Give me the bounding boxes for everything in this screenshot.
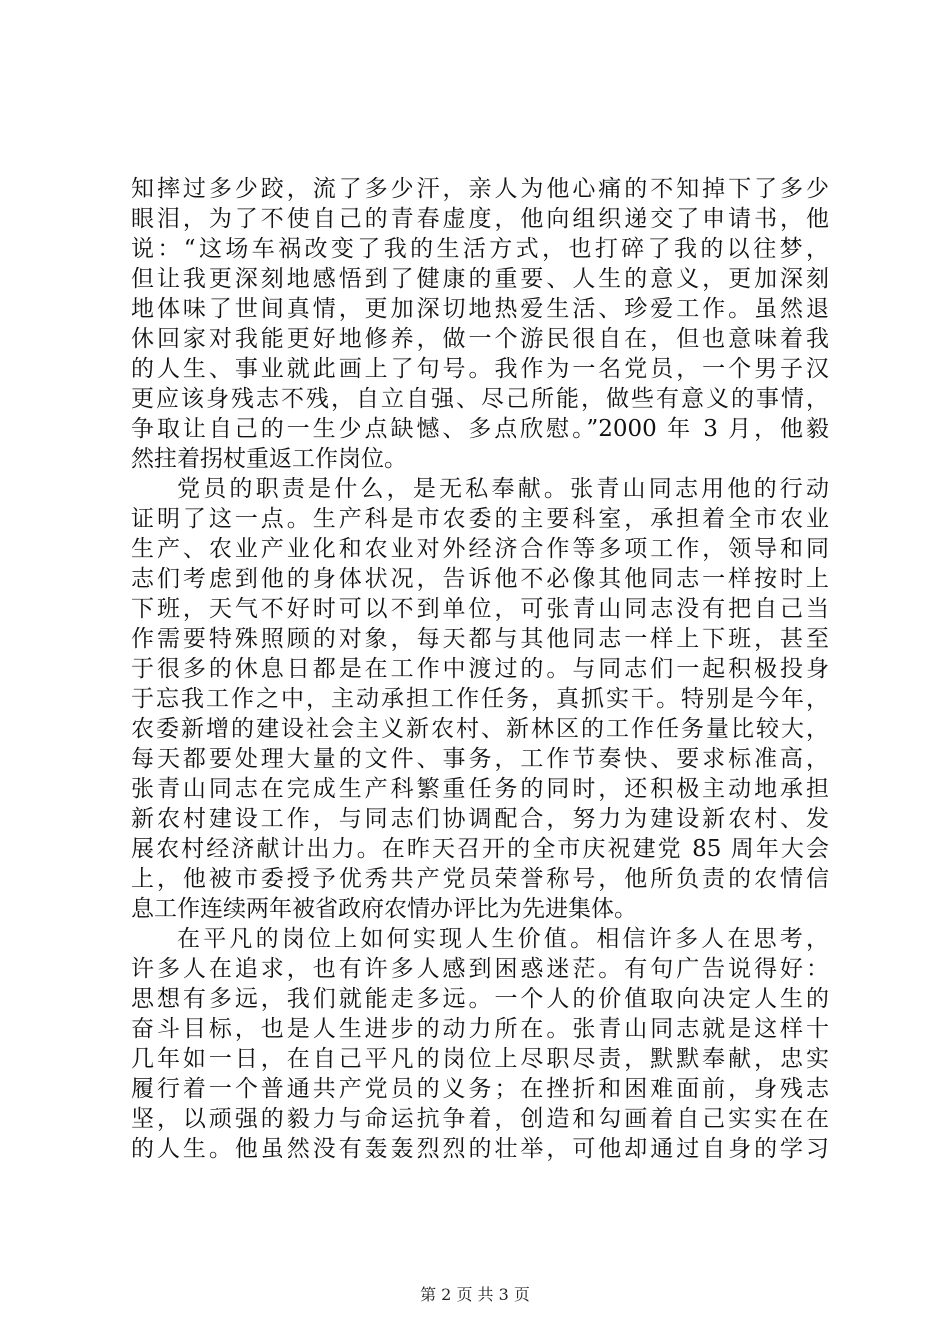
text-line: 坚，以顽强的毅力与命运抗争着，创造和勾画着自己实实在在	[131, 1106, 829, 1132]
paragraph-first-line: 党员的职责是什么，是无私奉献。张青山同志用他的行动	[177, 476, 829, 502]
paragraph-first-line: 在平凡的岗位上如何实现人生价值。相信许多人在思考，	[177, 926, 829, 952]
text-line: 志们考虑到他的身体状况，告诉他不必像其他同志一样按时上	[131, 566, 829, 592]
text-line: 奋斗目标，也是人生进步的动力所在。张青山同志就是这样十	[131, 1016, 829, 1042]
text-line: 几年如一日，在自己平凡的岗位上尽职尽责，默默奉献，忠实	[131, 1046, 829, 1072]
text-line: 更应该身残志不残，自立自强、尽己所能，做些有意义的事情，	[131, 386, 829, 412]
text-line: 思想有多远，我们就能走多远。一个人的价值取向决定人生的	[131, 986, 829, 1012]
text-line: 息工作连续两年被省政府农情办评比为先进集体。	[131, 896, 637, 922]
text-line: 许多人在追求，也有许多人感到困惑迷茫。有句广告说得好：	[131, 956, 829, 982]
text-line: 但让我更深刻地感悟到了健康的重要、人生的意义，更加深刻	[131, 266, 829, 292]
text-line: 的人生。他虽然没有轰轰烈烈的壮举，可他却通过自身的学习	[131, 1136, 829, 1162]
text-line: 作需要特殊照顾的对象，每天都与其他同志一样上下班，甚至	[131, 626, 829, 652]
text-line: 下班，天气不好时可以不到单位，可张青山同志没有把自己当	[131, 596, 829, 622]
text-line: 地体味了世间真情，更加深切地热爱生活、珍爱工作。虽然退	[131, 296, 829, 322]
text-line: 农委新增的建设社会主义新农村、新林区的工作任务量比较大，	[131, 716, 829, 742]
text-line: 履行着一个普通共产党员的义务；在挫折和困难面前，身残志	[131, 1076, 829, 1102]
text-line: 新农村建设工作，与同志们协调配合，努力为建设新农村、发	[131, 806, 829, 832]
text-line: 于忘我工作之中，主动承担工作任务，真抓实干。特别是今年，	[131, 686, 829, 712]
text-line: 然拄着拐杖重返工作岗位。	[131, 446, 407, 472]
text-line: 眼泪，为了不使自己的青春虚度，他向组织递交了申请书，他	[131, 206, 829, 232]
text-line: 展农村经济献计出力。在昨天召开的全市庆祝建党 85 周年大会	[131, 836, 829, 862]
text-line: 于很多的休息日都是在工作中渡过的。与同志们一起积极投身	[131, 656, 829, 682]
text-line: 张青山同志在完成生产科繁重任务的同时，还积极主动地承担	[131, 776, 829, 802]
text-line: 争取让自己的一生少点缺憾、多点欣慰。”2000 年 3 月，他毅	[131, 416, 829, 442]
text-line: 证明了这一点。生产科是市农委的主要科室，承担着全市农业	[131, 506, 829, 532]
text-line: 上，他被市委授予优秀共产党员荣誉称号，他所负责的农情信	[131, 866, 829, 892]
text-line: 每天都要处理大量的文件、事务，工作节奏快、要求标准高，	[131, 746, 829, 772]
text-line: 生产、农业产业化和农业对外经济合作等多项工作，领导和同	[131, 536, 829, 562]
text-line: 的人生、事业就此画上了句号。我作为一名党员，一个男子汉	[131, 356, 829, 382]
page-footer: 第 2 页 共 3 页	[420, 1285, 530, 1304]
text-line: 知摔过多少跤，流了多少汗，亲人为他心痛的不知掉下了多少	[131, 176, 829, 202]
text-line: 说：“这场车祸改变了我的生活方式，也打碎了我的以往梦，	[131, 236, 829, 262]
text-line: 休回家对我能更好地修养，做一个游民很自在，但也意味着我	[131, 326, 829, 352]
